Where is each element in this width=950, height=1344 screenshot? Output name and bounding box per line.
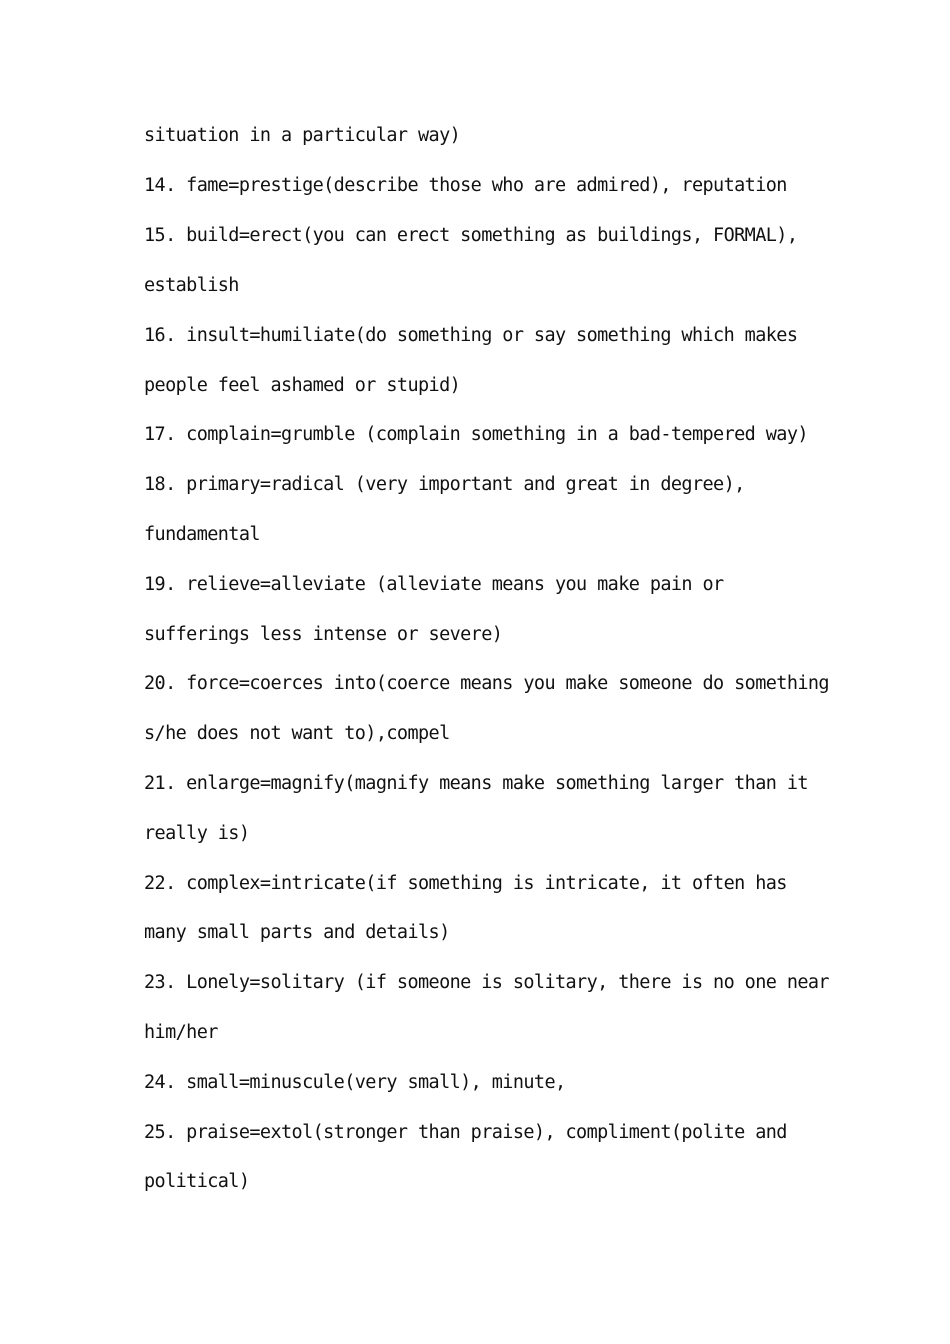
text-line: him/her xyxy=(144,1022,218,1043)
text-line: people feel ashamed or stupid) xyxy=(144,375,461,396)
text-line: 14. fame=prestige(describe those who are admired), reputation xyxy=(144,175,787,196)
text-line: s/he does not want to),compel xyxy=(144,723,450,744)
text-line: 19. relieve=alleviate (alleviate means you make pain or xyxy=(144,574,724,595)
text-line: situation in a particular way) xyxy=(144,125,461,146)
text-line: 20. force=coerces into(coerce means you make someone do something xyxy=(144,673,829,694)
text-line: establish xyxy=(144,275,239,296)
text-line: sufferings less intense or severe) xyxy=(144,624,503,645)
text-line: 24. small=minuscule(very small), minute, xyxy=(144,1072,566,1093)
text-line: 25. praise=extol(stronger than praise), compliment(polite and xyxy=(144,1122,787,1143)
text-line: political) xyxy=(144,1171,250,1192)
text-line: 16. insult=humiliate(do something or say something which makes xyxy=(144,325,798,346)
text-line: fundamental xyxy=(144,524,260,545)
text-line: 23. Lonely=solitary (if someone is solitary, there is no one near xyxy=(144,972,829,993)
text-line: 17. complain=grumble (complain something in a bad-tempered way) xyxy=(144,424,808,445)
text-line: 18. primary=radical (very important and great in degree), xyxy=(144,474,745,495)
text-line: 21. enlarge=magnify(magnify means make something larger than it xyxy=(144,773,808,794)
text-line: 15. build=erect(you can erect something as buildings, FORMAL), xyxy=(144,225,798,246)
text-line: many small parts and details) xyxy=(144,922,450,943)
text-line: 22. complex=intricate(if something is intricate, it often has xyxy=(144,873,787,894)
text-line: really is) xyxy=(144,823,250,844)
